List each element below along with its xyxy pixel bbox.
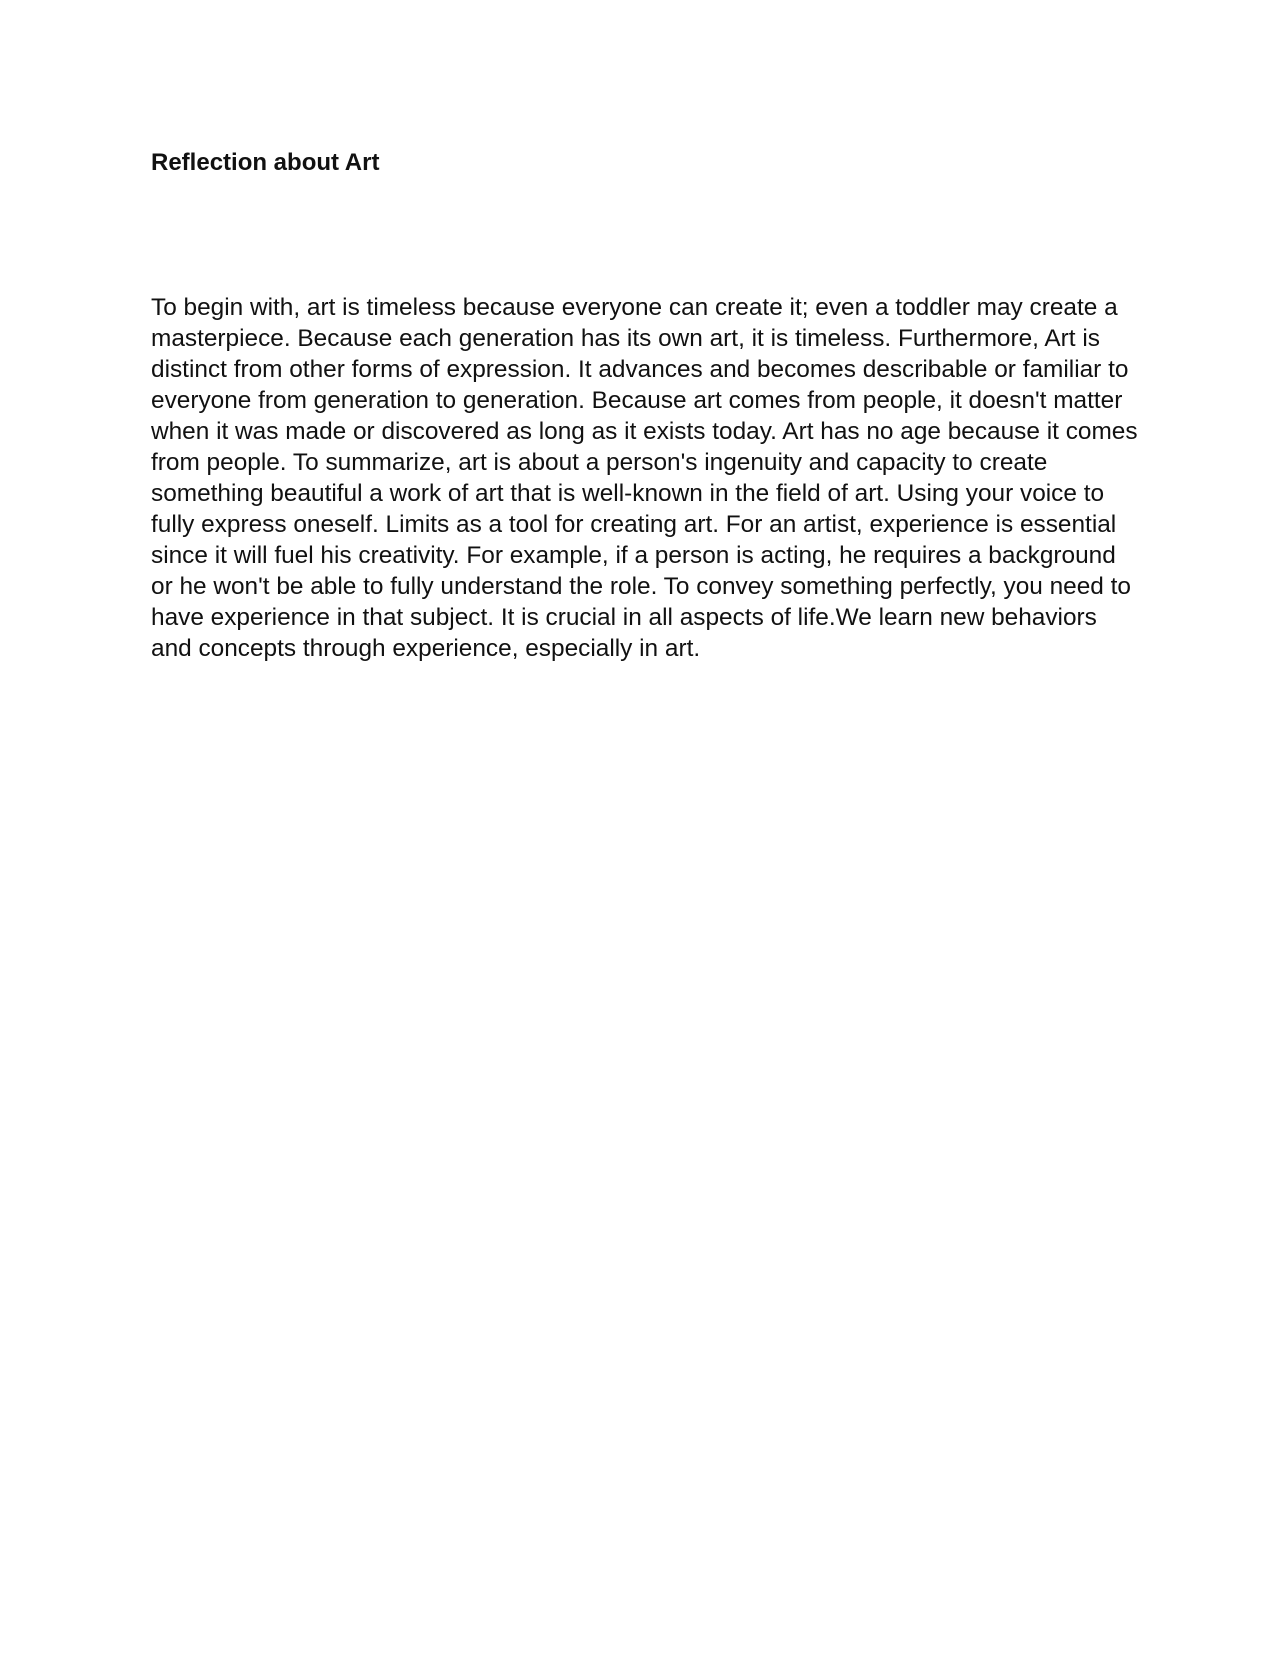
document-title: Reflection about Art xyxy=(151,149,380,176)
document-body-paragraph: To begin with, art is timeless because everyone can create it; even a toddler may create a masterpiece. Because each generation has its own art, it is timeless. Furthermore, Art is distinct from other forms of expression. It advances and becomes describable or familiar to everyone from generation to generation. Because art comes from people, it doesn't matter when it was made or discovered as long as it exists today. Art has no age because it comes from people. To summarize, art is about a person's ingenuity and capacity to create something beautiful a work of art that is well-known in the field of art. Using your voice to fully express oneself. Limits as a tool for creating art. For an artist, experience is essential since it will fuel his creativity. For example, if a person is acting, he requires a background or he won't be able to fully understand the role. To convey something perfectly, you need to have experience in that subject. It is crucial in all aspects of life.We learn new behaviors and concepts through experience, especially in art. xyxy=(151,294,1138,662)
